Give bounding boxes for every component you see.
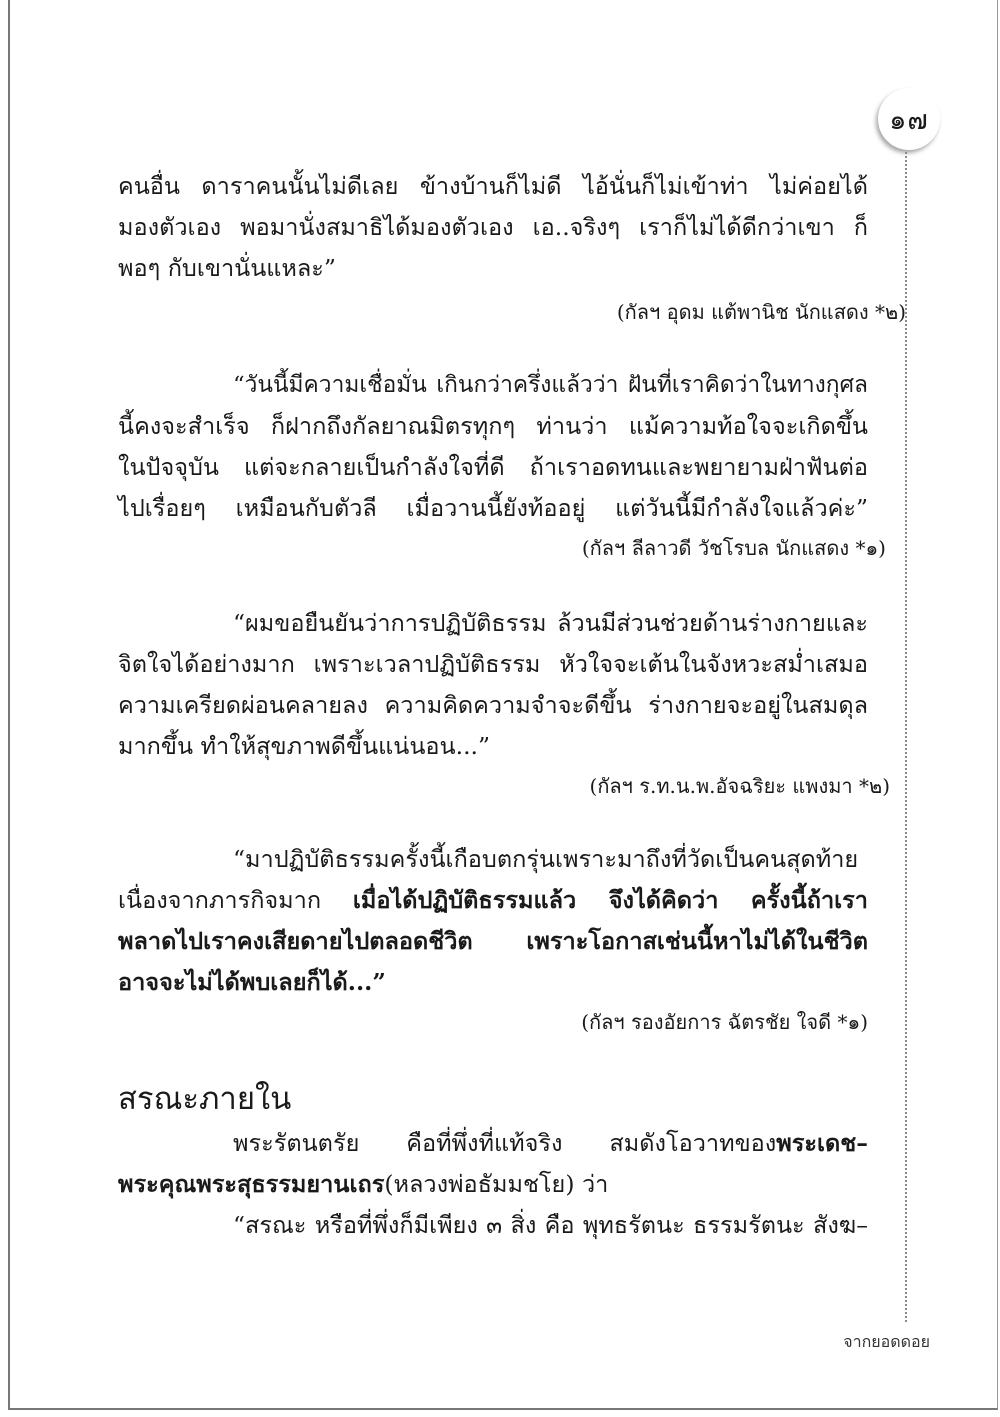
quote-atchariya [118,603,890,801]
section-bold-text: พระเดช– [776,1129,868,1157]
page-number: ๑๗ [889,104,929,136]
section-normal-text: (หลวงพ่อธัมมชโย) ว่า [384,1170,609,1198]
quote-udom [118,166,906,327]
section-normal-text: พระรัตนตรัย คือที่พึ่งที่แท้จริง สมดังโอวาทของ [233,1129,777,1157]
quote-chatchai [118,839,868,1037]
quote-line: นี้คงจะสำเร็จ ก็ฝากถึงกัลยาณมิตรทุกๆ ท่านว่า แม้ความท้อใจจะเกิดขึ้น [118,412,868,440]
section-heading: สรณะภายใน [118,1081,292,1117]
quote-citation: (กัลฯ ลีลาวดี วัชโรบล นักแสดง *๑) [581,536,886,560]
quote-line [118,962,868,1003]
quote-line: “วันนี้มีความเชื่อมั่น เกินกว่าครึ่งแล้วว่า ฝันที่เราคิดว่าในทางกุศล [233,372,868,398]
dotted-margin-rule [905,152,907,1322]
section-bold-text: พระคุณพระสุธรรมยานเถร [118,1170,385,1198]
quote-line: มองตัวเอง พอมานั่งสมาธิได้มองตัวเอง เอ..จริงๆ เราก็ไม่ได้ดีกว่าเขา ก็ [118,213,868,241]
quote-leelawadee [118,365,886,563]
quote-bold-text: อาจจะไม่ได้พบเลยก็ได้...” [118,968,386,996]
quote-line: “ผมขอยืนยันว่าการปฏิบัติธรรม ล้วนมีส่วนช่วยด้านร่างกายและ [233,609,868,637]
section-line: “สรณะ หรือที่พึ่งก็มีเพียง ๓ สิ่ง คือ พุทธรัตนะ ธรรมรัตนะ สังฆ– [233,1211,868,1239]
quote-normal-text: เนื่องจากภารกิจมาก [118,886,353,914]
quote-line: ความเครียดผ่อนคลายลง ความคิดความจำจะดีขึ้น ร่างกายจะอยู่ในสมดุล [118,691,868,719]
quote-text [118,839,868,1003]
quote-bold-text: เมื่อได้ปฏิบัติธรรมแล้ว จึงได้คิดว่า ครั้งนี้ถ้าเรา [352,886,868,914]
quote-citation: (กัลฯ ร.ท.น.พ.อัจฉริยะ แพงมา *๒) [589,774,890,798]
quote-line: ไปเรื่อยๆ เหมือนกับตัวลี เมื่อวานนี้ยังท้ออยู่ แต่วันนี้มีกำลังใจแล้วค่ะ” [118,494,868,522]
quote-line: “มาปฏิบัติธรรมครั้งนี้เกือบตกรุ่นเพราะมาถึงที่วัดเป็นคนสุดท้าย [233,845,859,873]
quote-text [118,166,868,289]
quote-line: พอๆ กับเขานั่นแหละ” [118,254,336,282]
quote-line: ในปัจจุบัน แต่จะกลายเป็นกำลังใจที่ดี ถ้าเราอดทนและพยายามฝ่าฟันต่อ [118,453,868,481]
quote-line: คนอื่น ดาราคนนั้นไม่ดีเลย ข้างบ้านก็ไม่ดี ไอ้นั่นก็ไม่เข้าท่า ไม่ค่อยได้ [118,172,868,200]
quote-line: มากขึ้น ทำให้สุขภาพดีขึ้นแน่นอน...” [118,732,491,760]
quote-line [118,921,868,962]
quote-bold-text: พลาดไปเราคงเสียดายไปตลอดชีวิต เพราะโอกาสเช่นนี้หาไม่ได้ในชีวิต [118,927,868,955]
quote-citation: (กัลฯ รองอัยการ ฉัตรชัย ใจดี *๑) [581,1010,868,1034]
page-number-badge [878,88,940,150]
quote-text [118,365,868,529]
quote-line [118,880,868,921]
footer-book-title: จากยอดดอย [843,1332,930,1351]
page-content [118,166,906,1246]
quote-text [118,603,868,767]
quote-citation: (กัลฯ อุดม แต้พานิช นักแสดง *๒) [616,300,906,324]
section-line [118,1164,868,1205]
quote-line: จิตใจได้อย่างมาก เพราะเวลาปฏิบัติธรรม หัวใจจะเต้นในจังหวะสม่ำเสมอ [118,650,868,678]
section-text [118,1123,868,1246]
section-line [118,1123,868,1164]
section-inner-refuge [118,1079,868,1246]
